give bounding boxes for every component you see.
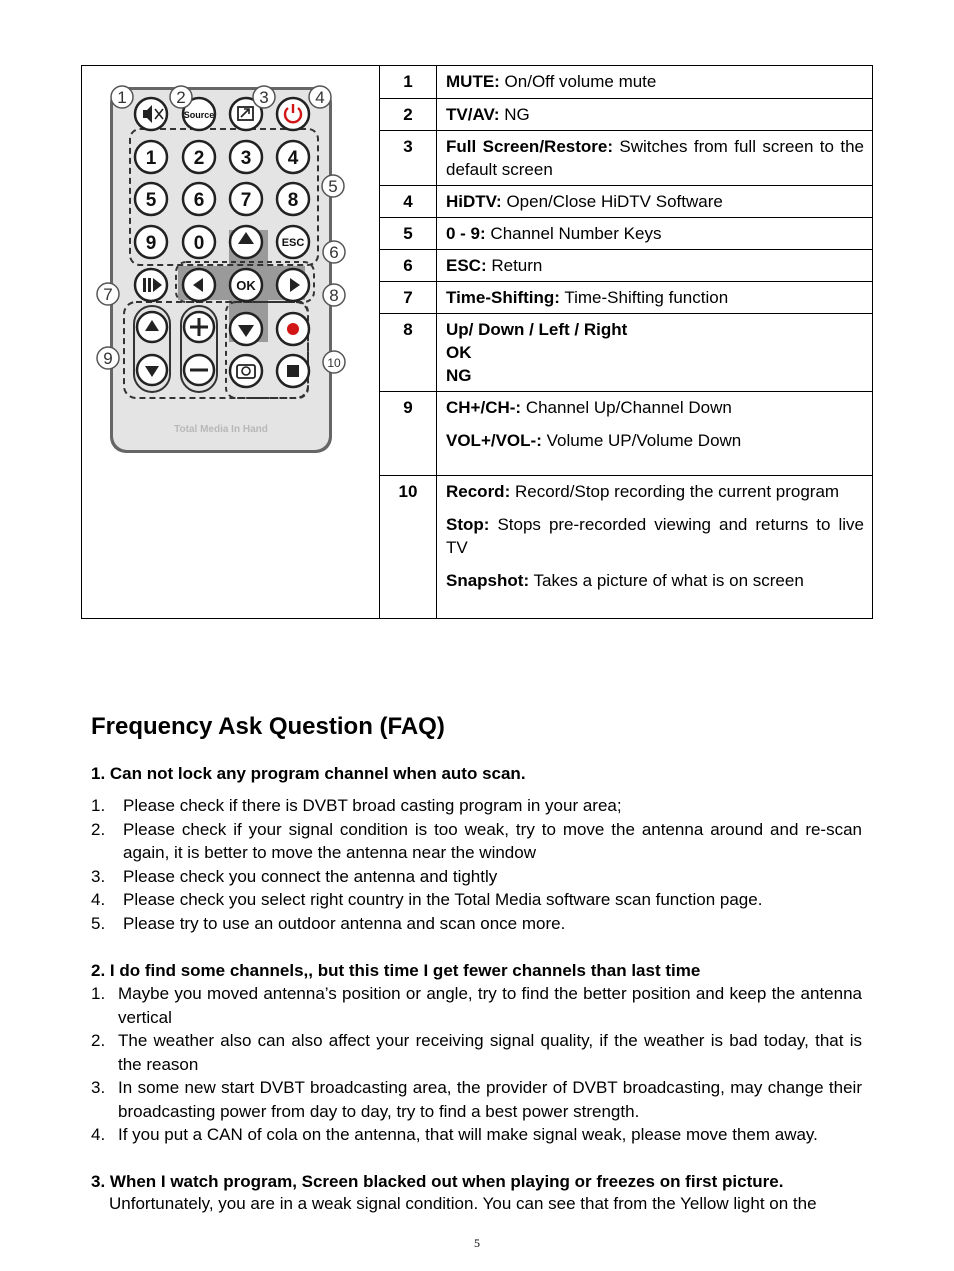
key-description	[437, 66, 873, 99]
key-number: 3	[380, 131, 437, 186]
key-description	[437, 99, 873, 131]
digit-label: 4	[287, 148, 299, 169]
key-description	[437, 250, 873, 282]
key-text: Stops pre-recorded viewing and returns to live TV	[446, 515, 864, 557]
key-number: 6	[380, 250, 437, 282]
key-label: 0 - 9:	[446, 224, 486, 243]
faq-question-3-answer: Unfortunately, you are in a weak signal condition. You can see that from the Yellow light on the	[109, 1194, 817, 1213]
key-label: MUTE:	[446, 72, 500, 91]
key-text: NG	[499, 105, 530, 124]
key-number: 4	[380, 186, 437, 218]
key-description	[437, 314, 873, 392]
power-button[interactable]	[277, 98, 309, 130]
ok-label: OK	[236, 278, 256, 293]
callout-7-label: 7	[103, 285, 113, 304]
digit-label: 5	[145, 190, 157, 211]
key-label: Full Screen/Restore:	[446, 137, 614, 156]
key-label: VOL+/VOL-:	[446, 431, 542, 450]
callout-1-label: 1	[117, 88, 127, 107]
list-item: 4. If you put a CAN of cola on the antenna, that will make signal weak, please move them away.	[91, 1125, 818, 1144]
remote-illustration-cell	[82, 66, 380, 619]
faq-question-2-heading: 2. I do find some channels,, but this time I get fewer channels than last time	[91, 961, 701, 980]
list-item: 2. Please check if your signal condition is too weak, try to move the antenna around and re-scan again, it is better to move the antenna near the window	[91, 819, 862, 862]
list-item: 1. Please check if there is DVBT broad casting program in your area;	[91, 796, 622, 815]
key-label: Stop:	[446, 515, 490, 534]
key-number: 8	[380, 314, 437, 392]
esc-label: ESC	[281, 237, 305, 249]
table-row	[82, 66, 873, 99]
key-number: 10	[380, 476, 437, 619]
faq-title: Frequency Ask Question (FAQ)	[91, 713, 445, 740]
key-description	[437, 392, 873, 476]
key-description	[437, 282, 873, 314]
digit-label: 8	[287, 190, 299, 211]
key-label: Record:	[446, 482, 511, 501]
record-dot-icon	[287, 323, 299, 335]
remote-key-table	[81, 65, 873, 619]
callout-6-label: 6	[329, 243, 339, 262]
callout-8-label: 8	[329, 286, 339, 305]
key-number: 2	[380, 99, 437, 131]
digit-label: 6	[193, 190, 205, 211]
callout-2-label: 2	[176, 88, 186, 107]
key-number: 9	[380, 392, 437, 476]
faq-question-2-list	[91, 982, 862, 1147]
list-item: 3. Please check you connect the antenna and tightly	[91, 866, 498, 886]
key-number: 1	[380, 66, 437, 99]
key-label: Snapshot:	[446, 571, 530, 590]
callout-5-label: 5	[328, 177, 338, 196]
faq-question-1-list	[91, 794, 862, 935]
snapshot-button[interactable]	[230, 355, 262, 387]
digit-label: 9	[145, 233, 157, 254]
key-text: Channel Up/Channel Down	[521, 398, 732, 417]
list-item: 1. Maybe you moved antenna’s position or angle, try to find the better position and keep the antenna vertical	[91, 984, 862, 1027]
key-text: On/Off volume mute	[499, 72, 657, 91]
callout-10-label: 10	[327, 356, 341, 370]
key-description	[437, 218, 873, 250]
digit-label: 3	[240, 148, 252, 169]
key-text: Return	[486, 256, 543, 275]
digit-label: 1	[145, 148, 157, 169]
key-number: 5	[380, 218, 437, 250]
key-number: 7	[380, 282, 437, 314]
key-label: HiDTV:	[446, 192, 502, 211]
key-label: OK	[446, 343, 472, 362]
list-item: 4. Please check you select right country in the Total Media software scan function page.	[91, 890, 763, 909]
key-text: Takes a picture of what is on screen	[529, 571, 804, 590]
timeshift-icon	[143, 278, 146, 292]
key-label: Time-Shifting:	[446, 288, 560, 307]
key-label: Up/ Down / Left / Right	[446, 320, 628, 339]
digit-label: 2	[193, 148, 205, 169]
key-label: ESC:	[446, 256, 487, 275]
key-text: Channel Number Keys	[485, 224, 662, 243]
key-description	[437, 131, 873, 186]
stop-square-icon	[287, 365, 299, 377]
faq-question-1-heading: 1. Can not lock any program channel when auto scan.	[91, 764, 526, 783]
faq-question-3-heading: 3. When I watch program, Screen blacked out when playing or freezes on first picture.	[91, 1172, 784, 1191]
page-number: 5	[474, 1236, 480, 1250]
key-description	[437, 186, 873, 218]
digit-label: 0	[193, 233, 205, 254]
digit-label: 7	[240, 190, 252, 211]
key-label: TV/AV:	[446, 105, 500, 124]
key-label: NG	[446, 366, 472, 385]
key-text: Time-Shifting function	[559, 288, 729, 307]
key-text: Record/Stop recording the current program	[510, 482, 840, 501]
list-item: 2. The weather also can also affect your receiving signal quality, if the weather is bad today, that is the reason	[91, 1031, 862, 1074]
list-item: 5. Please try to use an outdoor antenna and scan once more.	[91, 913, 566, 933]
source-label: Source	[183, 110, 215, 120]
list-item: 3. In some new start DVBT broadcasting area, the provider of DVBT broadcasting, may change their broadcasting power from day to day, try to find a best power strength.	[91, 1078, 862, 1121]
callout-9-label: 9	[103, 349, 113, 368]
callout-3-label: 3	[259, 88, 269, 107]
key-label: CH+/CH-:	[446, 398, 522, 417]
key-text: Switches from full screen to the default screen	[446, 137, 865, 179]
key-description	[437, 476, 873, 619]
callout-4-label: 4	[315, 88, 325, 107]
brand-label: Total Media In Hand	[174, 424, 268, 435]
key-text: Open/Close HiDTV Software	[501, 192, 723, 211]
key-text: Volume UP/Volume Down	[541, 431, 742, 450]
remote-control-illustration	[92, 80, 352, 460]
